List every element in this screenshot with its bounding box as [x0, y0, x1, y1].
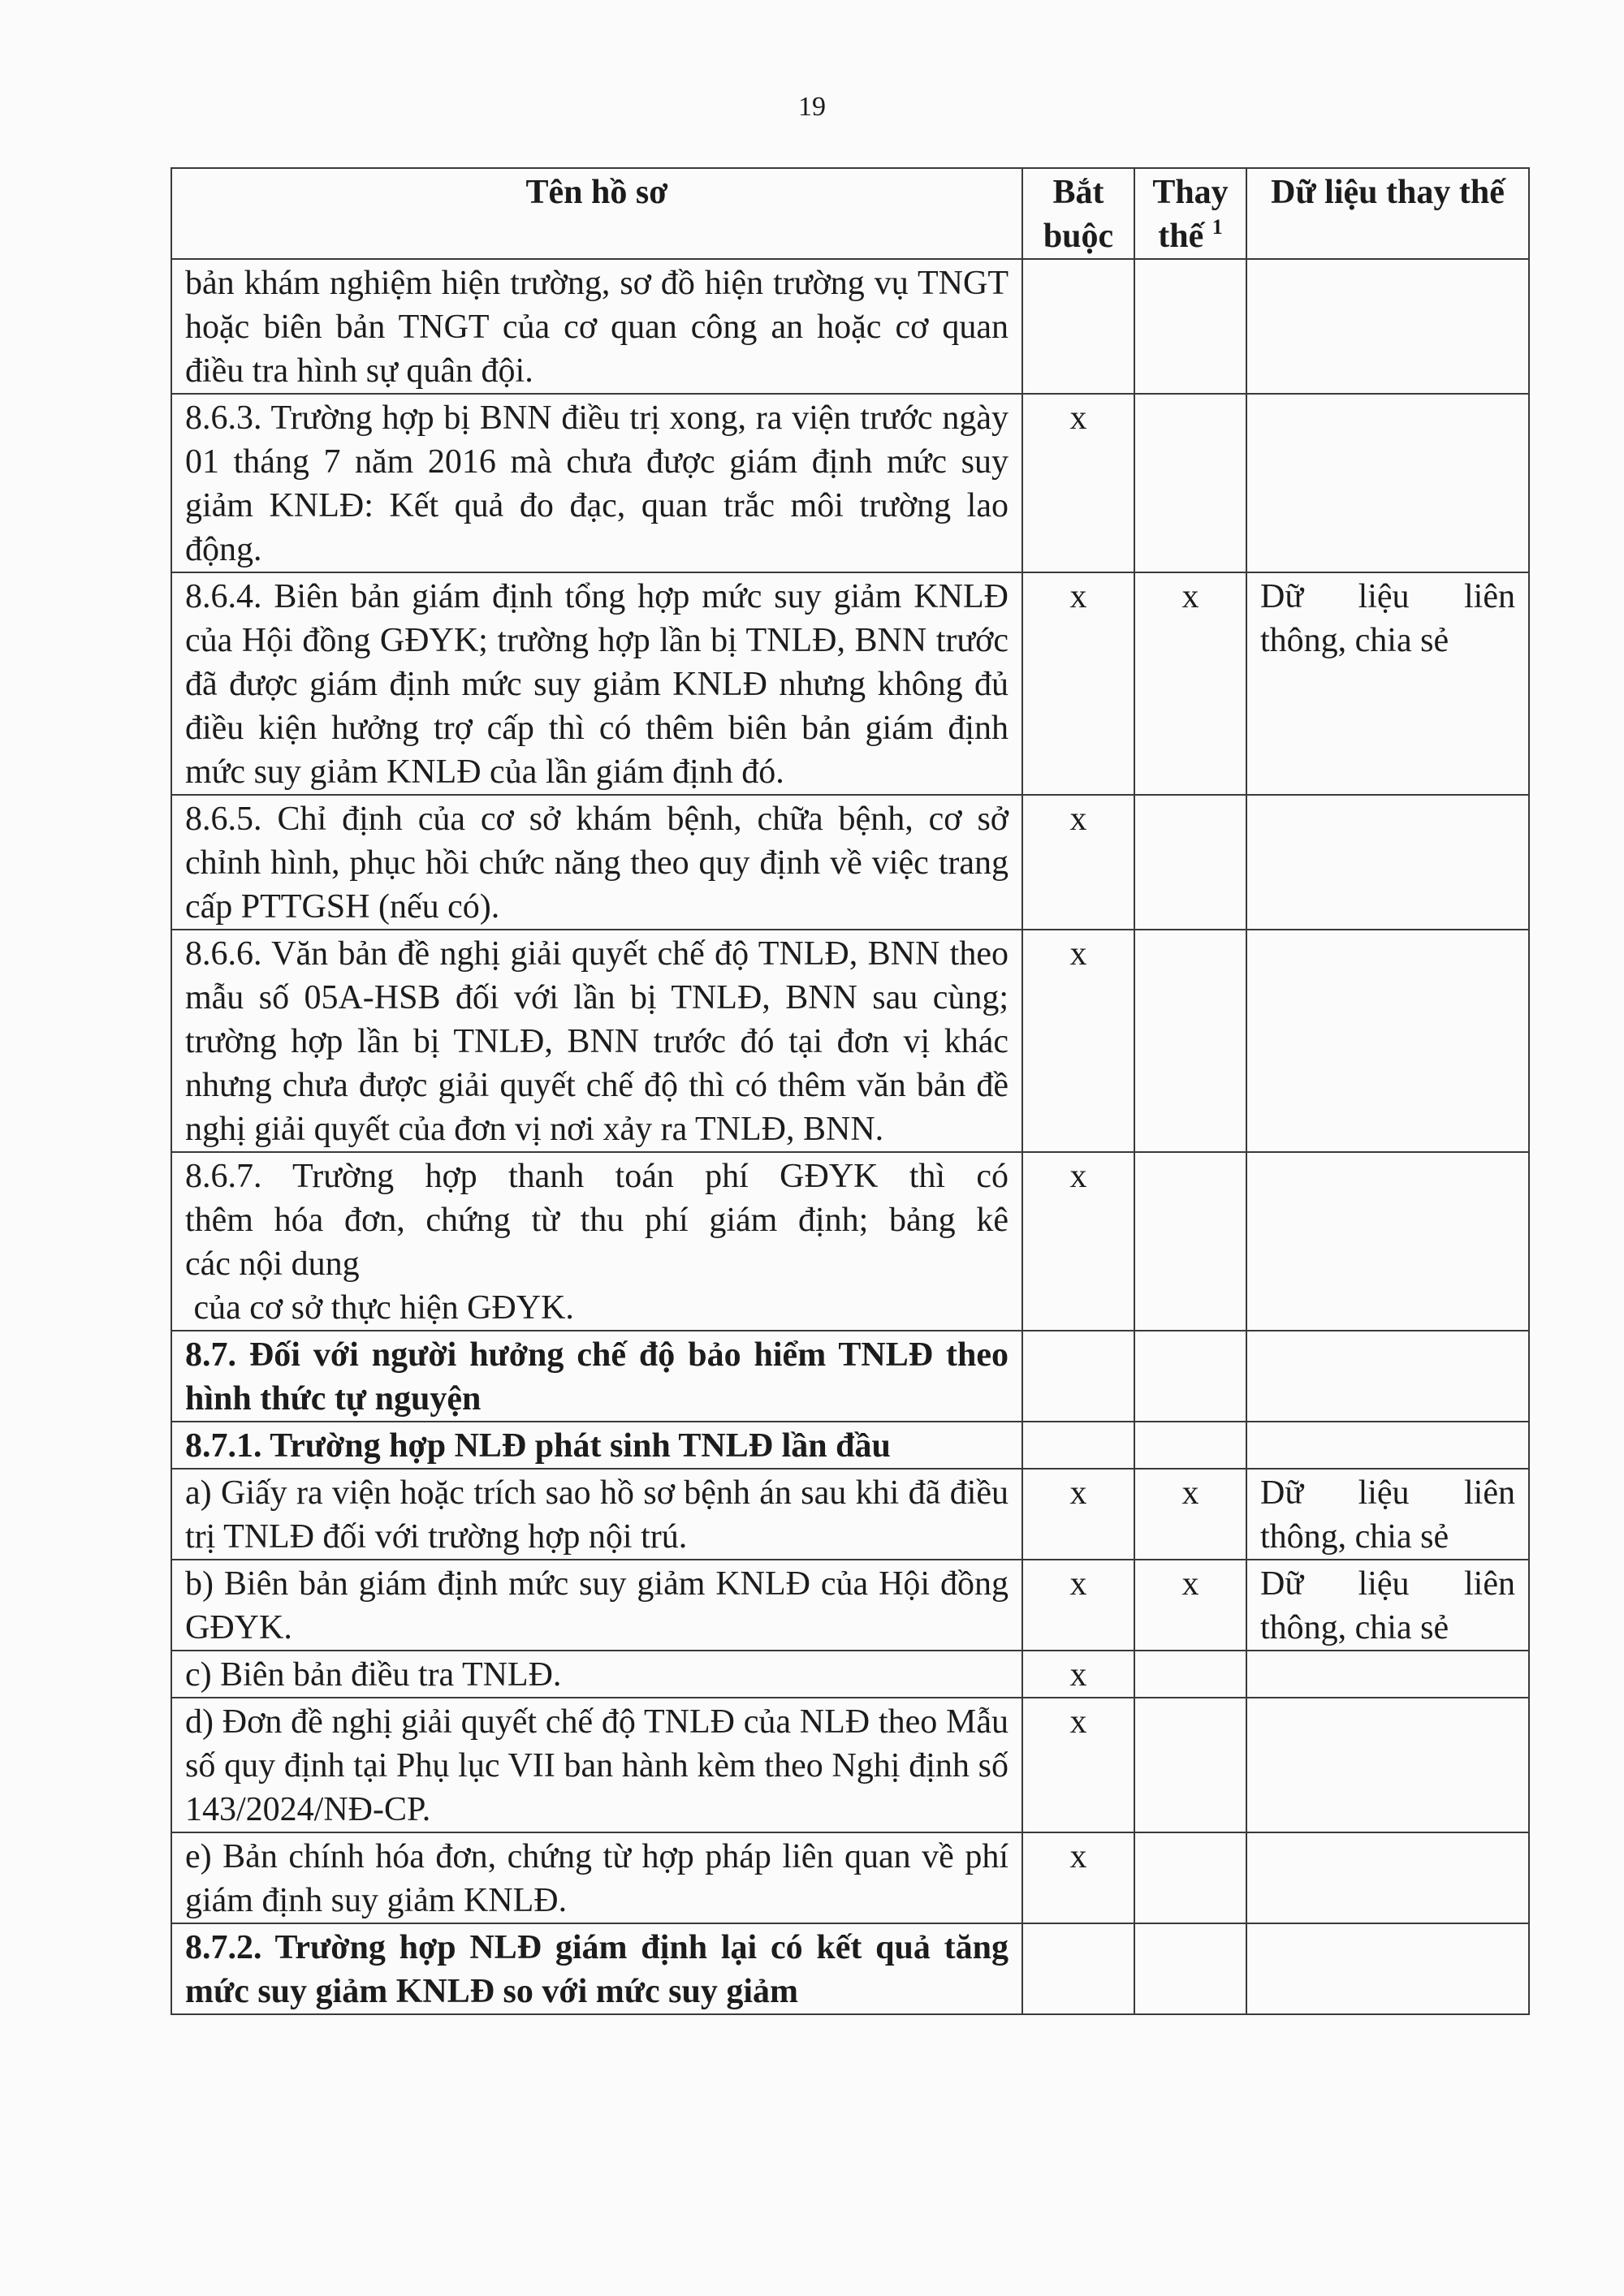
- table-row: [171, 1923, 1529, 2014]
- record-name-cell: 8.6.5. Chỉ định của cơ sở khám bệnh, chữa bệnh, cơ sở chỉnh hình, phục hồi chức năng theo quy định về việc trang cấp PTTGSH (nếu có).: [171, 795, 1022, 930]
- record-name-cell: 8.6.6. Văn bản đề nghị giải quyết chế độ TNLĐ, BNN theo mẫu số 05A-HSB đối với lần bị TNLĐ, BNN sau cùng; trường hợp lần bị TNLĐ, BNN trước đó tại đơn vị khác nhưng chưa được giải quyết chế độ thì có thêm văn bản đề nghị giải quyết của đơn vị nơi xảy ra TNLĐ, BNN.: [171, 930, 1022, 1152]
- required-mark-cell: x: [1022, 1651, 1134, 1698]
- table-row: [171, 795, 1529, 930]
- replacement-data-cell: [1246, 930, 1529, 1152]
- replacement-data-cell: [1246, 1331, 1529, 1422]
- replacement-data-line: thông, chia sẻ: [1260, 622, 1449, 659]
- replaceable-mark-cell: [1134, 394, 1246, 572]
- record-name-cell: 8.6.7. Trường hợp thanh toán phí GĐYK thì có thêm hóa đơn, chứng từ thu phí giám định; bảng kê các nội dung của cơ sở thực hiện GĐYK.: [171, 1152, 1022, 1331]
- record-name-cell: a) Giấy ra viện hoặc trích sao hồ sơ bệnh án sau khi đã điều trị TNLĐ đối với trường hợp nội trú.: [171, 1469, 1022, 1560]
- header-required: Bắt buộc: [1022, 168, 1134, 259]
- replacement-data-cell: [1246, 394, 1529, 572]
- required-mark-cell: x: [1022, 795, 1134, 930]
- required-mark-cell: [1022, 1422, 1134, 1469]
- replacement-data-cell: [1246, 1651, 1529, 1698]
- replaceable-mark-cell: [1134, 795, 1246, 930]
- required-mark-cell: x: [1022, 1152, 1134, 1331]
- replacement-data-cell: [1246, 572, 1529, 795]
- replaceable-mark-cell: [1134, 1331, 1246, 1422]
- table-header-row: [171, 168, 1529, 259]
- page-number: 19: [798, 92, 826, 122]
- required-mark-cell: [1022, 1331, 1134, 1422]
- replaceable-mark-cell: [1134, 1651, 1246, 1698]
- replacement-data-line: Dữ liệu liên: [1260, 1565, 1515, 1603]
- record-name-cell: b) Biên bản giám định mức suy giảm KNLĐ của Hội đồng GĐYK.: [171, 1560, 1022, 1651]
- replacement-data-line: thông, chia sẻ: [1260, 1609, 1449, 1646]
- required-mark-cell: x: [1022, 1469, 1134, 1560]
- required-mark-cell: x: [1022, 1698, 1134, 1832]
- required-mark-cell: x: [1022, 1832, 1134, 1923]
- required-mark-cell: [1022, 259, 1134, 394]
- required-mark-cell: [1022, 1923, 1134, 2014]
- header-replaceable: Thay thế $^1$: [1134, 168, 1246, 259]
- replaceable-mark-cell: x: [1134, 1560, 1246, 1651]
- header-replacement-data: Dữ liệu thay thế: [1246, 168, 1529, 259]
- table-row: [171, 1469, 1529, 1560]
- record-name-cell: e) Bản chính hóa đơn, chứng từ hợp pháp liên quan về phí giám định suy giảm KNLĐ.: [171, 1832, 1022, 1923]
- table-row: [171, 1152, 1529, 1331]
- record-name-cell: c) Biên bản điều tra TNLĐ.: [171, 1651, 1022, 1698]
- table-row: [171, 1651, 1529, 1698]
- replacement-data-cell: [1246, 795, 1529, 930]
- table-row: [171, 1560, 1529, 1651]
- replaceable-mark-cell: x: [1134, 572, 1246, 795]
- replaceable-mark-cell: [1134, 1832, 1246, 1923]
- replaceable-mark-cell: [1134, 1152, 1246, 1331]
- replacement-data-cell: [1246, 1469, 1529, 1560]
- replacement-data-line: Dữ liệu liên: [1260, 1474, 1515, 1512]
- table-row: [171, 259, 1529, 394]
- replacement-data-cell: [1246, 1698, 1529, 1832]
- required-mark-cell: x: [1022, 930, 1134, 1152]
- records-table: [171, 167, 1530, 2015]
- table-row: [171, 930, 1529, 1152]
- record-name-cell: 8.6.3. Trường hợp bị BNN điều trị xong, ra viện trước ngày 01 tháng 7 năm 2016 mà chưa được giám định mức suy giảm KNLĐ: Kết quả đo đạc, quan trắc môi trường lao động.: [171, 394, 1022, 572]
- replacement-data-cell: [1246, 259, 1529, 394]
- replaceable-mark-cell: [1134, 930, 1246, 1152]
- record-name-cell: 8.7.1. Trường hợp NLĐ phát sinh TNLĐ lần đầu: [171, 1422, 1022, 1469]
- table-row: [171, 572, 1529, 795]
- replacement-data-cell: [1246, 1560, 1529, 1651]
- replaceable-mark-cell: [1134, 1923, 1246, 2014]
- replaceable-mark-cell: [1134, 1422, 1246, 1469]
- table-row: [171, 1832, 1529, 1923]
- required-mark-cell: x: [1022, 1560, 1134, 1651]
- table-row: [171, 1331, 1529, 1422]
- replacement-data-cell: [1246, 1923, 1529, 2014]
- replaceable-mark-cell: [1134, 1698, 1246, 1832]
- replaceable-mark-cell: x: [1134, 1469, 1246, 1560]
- replacement-data-line: thông, chia sẻ: [1260, 1518, 1449, 1556]
- replacement-data-cell: [1246, 1422, 1529, 1469]
- record-name-cell: bản khám nghiệm hiện trường, sơ đồ hiện trường vụ TNGT hoặc biên bản TNGT của cơ quan công an hoặc cơ quan điều tra hình sự quân đội.: [171, 259, 1022, 394]
- replacement-data-cell: [1246, 1832, 1529, 1923]
- replaceable-mark-cell: [1134, 259, 1246, 394]
- record-name-cell: 8.7.2. Trường hợp NLĐ giám định lại có kết quả tăng mức suy giảm KNLĐ so với mức suy giảm: [171, 1923, 1022, 2014]
- header-record-name: Tên hồ sơ: [171, 168, 1022, 259]
- required-mark-cell: x: [1022, 394, 1134, 572]
- required-mark-cell: x: [1022, 572, 1134, 795]
- table-row: [171, 1698, 1529, 1832]
- record-name-cell: 8.7. Đối với người hưởng chế độ bảo hiểm TNLĐ theo hình thức tự nguyện: [171, 1331, 1022, 1422]
- record-name-cell: d) Đơn đề nghị giải quyết chế độ TNLĐ của NLĐ theo Mẫu số quy định tại Phụ lục VII ban hành kèm theo Nghị định số 143/2024/NĐ-CP.: [171, 1698, 1022, 1832]
- table-row: [171, 1422, 1529, 1469]
- table-row: [171, 394, 1529, 572]
- footnote-marker: 1: [1212, 215, 1223, 239]
- replacement-data-line: Dữ liệu liên: [1260, 578, 1515, 615]
- record-name-cell: 8.6.4. Biên bản giám định tổng hợp mức suy giảm KNLĐ của Hội đồng GĐYK; trường hợp lần bị TNLĐ, BNN trước đã được giám định mức suy giảm KNLĐ nhưng không đủ điều kiện hưởng trợ cấp thì có thêm biên bản giám định mức suy giảm KNLĐ của lần giám định đó.: [171, 572, 1022, 795]
- replacement-data-cell: [1246, 1152, 1529, 1331]
